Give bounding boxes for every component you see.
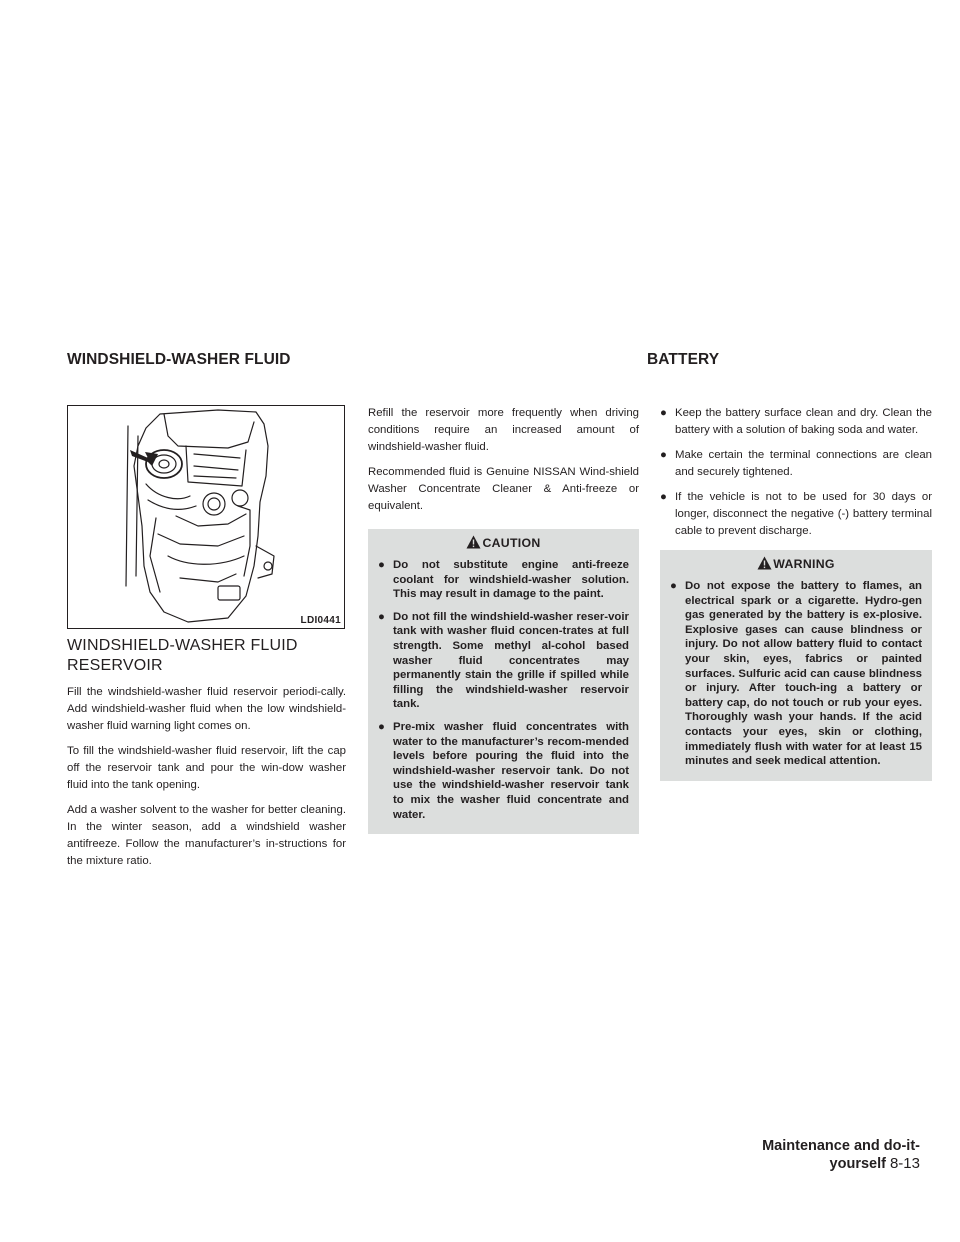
figure-id: LDI0441 <box>300 615 341 626</box>
warning-box <box>660 550 932 781</box>
column-3-text <box>660 405 932 781</box>
battery-bullet-list <box>660 405 932 540</box>
bullet-icon: ● <box>378 720 385 733</box>
list-item: ● Do not substitute engine anti-freeze coolant for windshield-washer solution. This may result in damage to the paint. <box>378 559 629 601</box>
engine-bay-illustration <box>67 405 345 629</box>
warning-triangle-icon <box>757 556 772 575</box>
paragraph: Add a washer solvent to the washer for better cleaning. In the winter season, add a windshield washer antifreeze. Follow the manufacturer’s in-structions for the mixture ratio. <box>67 804 346 867</box>
paragraph: Refill the reservoir more frequently when driving conditions require an increased amount of windshield-washer fluid. <box>368 407 639 453</box>
list-item: ● Make certain the terminal connections are clean and securely tightened. <box>660 449 932 478</box>
warning-list <box>670 579 922 769</box>
page-number: 8-13 <box>889 1155 920 1172</box>
caution-title: CAUTION <box>378 529 629 558</box>
section-header-windshield-washer-fluid: WINDSHIELD-WASHER FLUID <box>67 351 291 368</box>
caution-box <box>368 529 639 834</box>
list-item: ● Do not expose the battery to flames, an electrical spark or a cigarette. Hydro-gen gas generated by the battery is ex-plosive. Explosive gases can cause blindness or injury. Do not allow battery fluid to contact your skin, eyes, fabrics or painted surfaces. Sulfuric acid can cause blindness or injury. After touch-ing a battery or battery cap, do not touch or rub your eyes. Thoroughly wash your hands. If the acid contacts your eyes, skin or clothing, immediately flush with water for at least 15 minutes and seek medical attention. <box>670 580 922 768</box>
warning-triangle-icon <box>466 535 481 554</box>
bullet-icon: ● <box>660 449 667 461</box>
paragraph: Fill the windshield-washer fluid reservoir periodi-cally. Add windshield-washer fluid when the low windshield-washer fluid warning light comes on. <box>67 686 346 732</box>
bullet-icon: ● <box>660 491 667 503</box>
list-item: ● Do not fill the windshield-washer reser-voir tank with washer fluid concen-trates at full strength. Some methyl al-cohol based washer fluid concentrates may permanently stain the grille if spilled while filling the windshield-washer reservoir tank. <box>378 610 629 711</box>
bullet-icon: ● <box>378 559 385 571</box>
bullet-icon: ● <box>378 610 385 623</box>
bullet-icon: ● <box>660 407 667 419</box>
paragraph: To fill the windshield-washer fluid reservoir, lift the cap off the reservoir tank and pour the win-dow washer fluid into the tank opening. <box>67 745 346 791</box>
list-item: ● If the vehicle is not to be used for 30 days or longer, disconnect the negative (-) battery terminal cable to prevent discharge. <box>660 491 932 537</box>
caution-list <box>378 558 629 822</box>
paragraph: Recommended fluid is Genuine NISSAN Wind-shield Washer Concentrate Cleaner & Anti-freeze or equivalent. <box>368 466 639 512</box>
subheading-reservoir: WINDSHIELD-WASHER FLUID RESERVOIR <box>67 637 298 674</box>
bullet-icon: ● <box>670 580 677 592</box>
washer-reservoir-drawing <box>68 406 343 627</box>
column-2-text <box>368 405 639 834</box>
list-item: ● Keep the battery surface clean and dry. Clean the battery with a solution of baking soda and water. <box>660 407 932 436</box>
column-1-text <box>67 684 346 878</box>
page-footer <box>700 1137 920 1173</box>
list-item: ● Pre-mix washer fluid concentrates with water to the manufacturer’s recom-mended levels before pouring the fluid into the windshield-washer reservoir tank. Do not use the windshield-washer reservoir tank to mix the washer fluid concentrate and water. <box>378 720 629 821</box>
footer-section-title: Maintenance and do-it-yourself <box>762 1138 920 1172</box>
warning-title: WARNING <box>670 550 922 579</box>
section-header-battery: BATTERY <box>647 351 720 368</box>
